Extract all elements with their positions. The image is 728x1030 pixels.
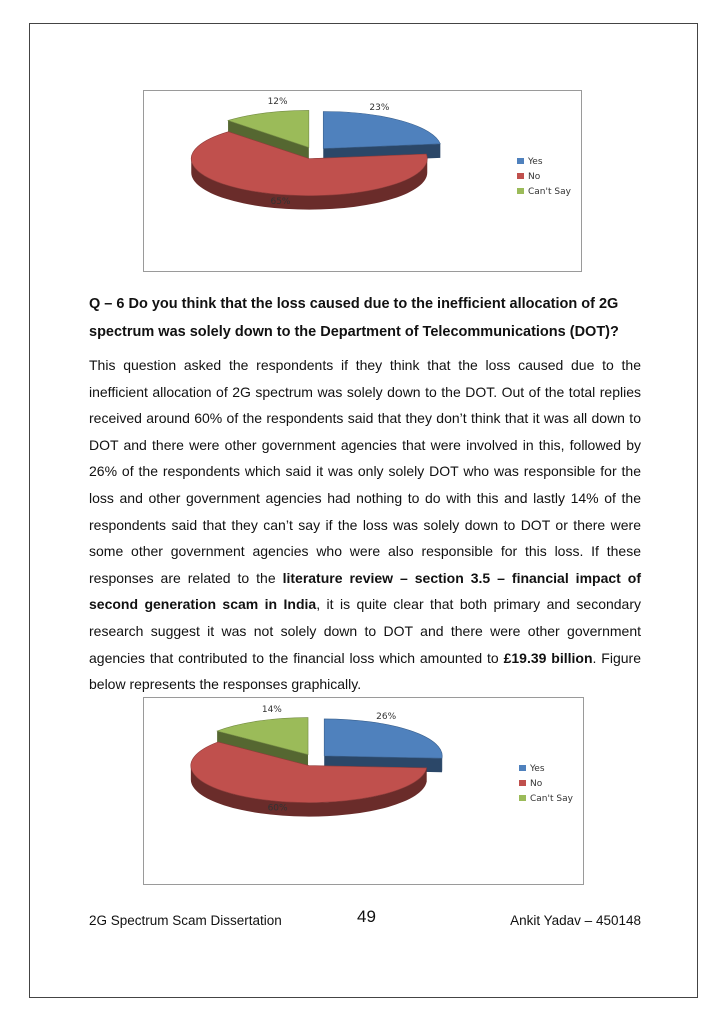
pie-data-label: 26% — [376, 712, 397, 723]
legend-swatch — [517, 188, 524, 194]
legend-swatch — [519, 795, 526, 801]
legend-label: Yes — [528, 157, 543, 167]
legend-swatch — [519, 765, 526, 771]
body-text-part-2: , it is quite clear that both primary and secondary research suggest it was not solely down to DOT and there were other government agencies that contributed to the financial loss which amounted to — [89, 596, 641, 666]
pie-data-label: 65% — [270, 197, 291, 208]
legend-swatch — [517, 173, 524, 179]
question-heading: Q – 6 Do you think that the loss caused due to the inefficient allocation of 2G spectrum was solely down to the Department of Telecommunications (DOT)? — [89, 296, 619, 340]
pie-data-label: 12% — [267, 97, 288, 108]
page-number: 49 — [357, 907, 376, 926]
footer-title: 2G Spectrum Scam Dissertation — [89, 913, 282, 928]
pie-chart-2 — [143, 697, 584, 885]
pie-data-label: 23% — [369, 103, 390, 114]
literature-review-reference: literature review – section 3.5 – financial impact of second generation scam in India — [89, 569, 641, 613]
pie-chart-2-svg — [144, 698, 585, 886]
body-text-part-1: This question asked the respondents if they think that the loss caused due to the inefficient allocation of 2G spectrum was solely down to the DOT. Out of the total replies received around 60% of the respondents said that they don’t think that it was all down to DOT and there were other government agencies that were involved in this, followed by 26% of the respondents which said it was only solely DOT who was responsible for the loss and other government agencies had nothing to do with this and lastly 14% of the respondents said that they can’t say if the loss was solely down to DOT or there were some other government agencies who were also responsible for this loss. If these responses are related to the — [89, 357, 641, 586]
legend-label: No — [528, 172, 541, 182]
legend-label: Yes — [530, 764, 545, 774]
body-paragraph — [89, 352, 641, 698]
pie-slice-yes — [324, 719, 442, 758]
body-text-part-3: . Figure below represents the responses graphically. — [89, 649, 641, 693]
pie-data-label: 60% — [267, 803, 288, 814]
page-footer — [89, 907, 641, 931]
legend-label: Can't Say — [528, 187, 571, 197]
pie-chart-1 — [143, 90, 582, 272]
pie-slice-yes — [323, 111, 440, 148]
pie-data-label: 14% — [261, 704, 282, 715]
pie-chart-1-svg — [144, 91, 583, 273]
legend-swatch — [519, 780, 526, 786]
legend-label: No — [530, 779, 543, 789]
footer-author: Ankit Yadav – 450148 — [510, 913, 641, 928]
legend-swatch — [517, 158, 524, 164]
legend-label: Can't Say — [530, 794, 573, 804]
loss-amount: £19.39 billion — [503, 649, 593, 666]
